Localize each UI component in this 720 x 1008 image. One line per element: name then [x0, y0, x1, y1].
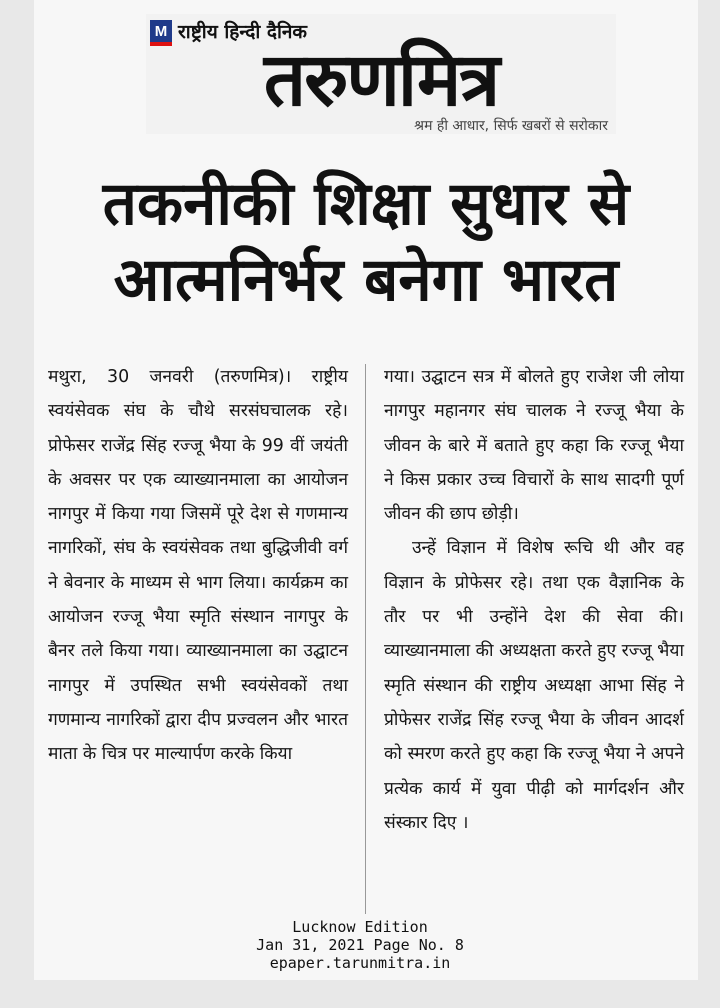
- newspaper-clipping: [34, 0, 698, 980]
- edition-footer: [0, 918, 720, 972]
- column-divider: [365, 364, 366, 914]
- article-headline: [46, 166, 686, 318]
- paper-name: तरुणमित्र: [263, 37, 499, 123]
- masthead-motto: श्रम ही आधार, सिर्फ खबरों से सरोकार: [414, 118, 608, 134]
- edition-name: Lucknow Edition: [292, 918, 428, 936]
- headline-line-1: तकनीकी शिक्षा सुधार से: [102, 169, 630, 239]
- article-paragraph: मथुरा, 30 जनवरी (तरुणमित्र)। राष्ट्रीय स्वयंसेवक संघ के चौथे सरसंघचालक रहे। प्रोफेसर राजेंद्र सिंह रज्जू भैया के 99 वीं जयंती के अवसर पर एक व्याख्यानमाला का आयोजन नागपुर में किया गया जिसमें पूरे देश से गणमान्य नागरिकों, संघ के स्वयंसेवक तथा बुद्धिजीवी वर्ग ने बेवनार के माध्यम से भाग लिया। कार्यक्रम का आयोजन रज्जू भैया स्मृति संस्थान नागपुर के बैनर तले किया गया। व्याख्यानमाला का उद्घाटन नागपुर में उपस्थित सभी स्वयंसेवकों तथा गणमान्य नागरिकों द्वारा दीप प्रज्वलन और भारत माता के चित्र पर माल्यार्पण करके किया: [48, 367, 348, 765]
- masthead-tagline: राष्ट्रीय हिन्दी दैनिक: [178, 21, 307, 43]
- headline-line-2: आत्मनिर्भर बनेगा भारत: [113, 245, 619, 315]
- article-paragraph: गया। उद्घाटन सत्र में बोलते हुए राजेश जी लोया नागपुर महानगर संघ चालक ने रज्जू भैया के जीवन के बारे में बताते हुए कहा कि रज्जू भैया ने किस प्रकार उच्च विचारों के साथ सादगी पूर्ण जीवन की छाप छोड़ी।: [384, 367, 684, 525]
- edition-website: epaper.tarunmitra.in: [269, 954, 451, 972]
- article-column-left: [48, 360, 348, 772]
- edition-date-page: Jan 31, 2021 Page No. 8: [256, 936, 464, 954]
- article-paragraph: उन्हें विज्ञान में विशेष रूचि थी और वह विज्ञान के प्रोफेसर रहे। तथा एक वैज्ञानिक के तौर पर भी उन्होंने देश की सेवा की। व्याख्यानमाला की अध्यक्षता करते हुए रज्जू भैया स्मृति संस्थान की राष्ट्रीय अध्यक्षा आभा सिंह ने प्रोफेसर राजेंद्र सिंह रज्जू भैया के जीवन आदर्श को स्मरण करते हुए कहा कि रज्जू भैया ने अपने प्रत्येक कार्य में युवा पीढ़ी को मार्गदर्शन और संस्कार दिए ।: [384, 538, 684, 833]
- article-column-right: [384, 360, 684, 840]
- masthead: [146, 14, 616, 134]
- logo-icon: M: [150, 20, 172, 46]
